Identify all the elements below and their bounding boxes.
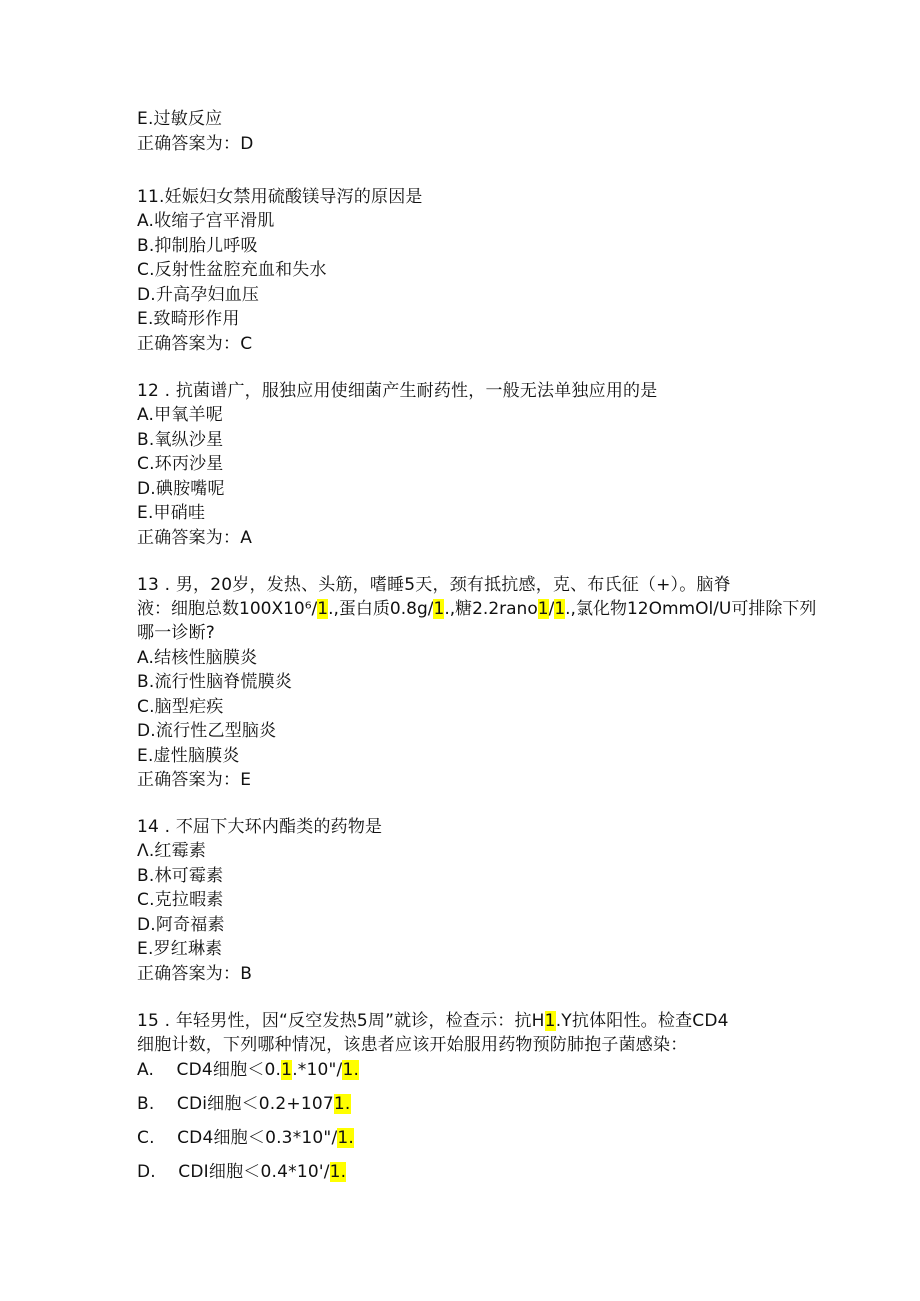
q15-option-d [137,1160,346,1184]
q12-option-b: B.氧纵沙星 [137,430,224,450]
q15-option-b [137,1092,351,1116]
q13-option-d: D.流行性乙型脑炎 [137,721,277,741]
highlight-mark: 1 [544,1011,556,1031]
highlight-mark: 1 [537,599,549,619]
prev-answer: 正确答案为：D [137,134,254,154]
q13-option-b: B.流行性脑脊慌膜炎 [137,672,293,692]
q15-option-a [137,1058,359,1082]
q13-stem-line2 [137,597,816,621]
q13-option-c: C.脑型疟疾 [137,697,224,717]
text-run: .*10"/ [292,1060,343,1080]
q13-answer: 正确答案为：E [137,770,252,790]
text-run: / [548,599,555,619]
text-run: B. CDi细胞＜0.2+107 [137,1094,334,1114]
q11-option-c: C.反射性盆腔充血和失水 [137,260,327,280]
q11-option-e: E.致畸形作用 [137,309,240,329]
q11-option-a: A.收缩子宫平滑肌 [137,211,275,231]
text-run: .,氯化物12OmmOl/U可排除下列 [565,599,817,619]
highlight-mark: 1. [342,1060,360,1080]
q13-stem-line1: 13 . 男，20岁，发热、头筋，嗜睡5天，颈有抵抗感，克、布氏征（+）。脑脊 [137,575,731,595]
q14-option-b: B.林可霉素 [137,866,224,886]
q14-option-d: D.阿奇福素 [137,915,225,935]
q11-option-d: D.升高孕妇血压 [137,285,260,305]
q14-stem: 14 . 不屈下大环内酯类的药物是 [137,817,383,837]
prev-option-e: E.过敏反应 [137,109,223,129]
q12-stem: 12 . 抗菌谱广，服独应用使细菌产生耐药性，一般无法单独应用的是 [137,381,658,401]
q13-option-e: E.虚性脑膜炎 [137,746,240,766]
highlight-mark: 1 [433,599,445,619]
q11-stem: 11.妊娠妇女禁用硫酸镁导泻的原因是 [137,187,423,207]
q12-option-e: E.甲硝哇 [137,503,206,523]
q12-option-a: A.甲氧羊呢 [137,405,223,425]
highlight-mark: 1. [337,1128,355,1148]
text-run: 液：细胞总数100X10⁶/ [137,599,318,619]
text-run: .,糖2.2rano [444,599,538,619]
q11-answer: 正确答案为：C [137,334,253,354]
q15-stem-line2: 细胞计数，下列哪种情况，该患者应该开始服用药物预防肺抱子菌感染： [137,1035,688,1055]
text-run: D. CDI细胞＜0.4*10'/ [137,1162,330,1182]
q12-option-d: D.碘胺嘴呢 [137,479,225,499]
q14-option-c: C.克拉暇素 [137,890,224,910]
q11-option-b: B.抑制胎儿呼吸 [137,236,258,256]
q15-option-c [137,1126,354,1150]
text-run: A. CD4细胞＜0. [137,1060,282,1080]
q13-stem-line3: 哪一诊断? [137,623,216,643]
q12-option-c: C.环丙沙星 [137,454,224,474]
highlight-mark: 1. [329,1162,347,1182]
q13-option-a: A.结核性脑膜炎 [137,648,258,668]
text-run: 15 . 年轻男性，因“反空发热5周”就诊，检查示：抗H [137,1011,545,1031]
text-run: .Y抗体阳性。检查CD4 [555,1011,729,1031]
q15-stem-line1 [137,1009,729,1033]
highlight-mark: 1 [281,1060,293,1080]
q14-option-a: Λ.红霉素 [137,841,207,861]
q12-answer: 正确答案为：A [137,528,253,548]
q14-option-e: E.罗红琳素 [137,939,223,959]
text-run: .,蛋白质0.8g/ [328,599,434,619]
q14-answer: 正确答案为：B [137,964,253,984]
highlight-mark: 1. [333,1094,351,1114]
text-run: C. CD4细胞＜0.3*10"/ [137,1128,338,1148]
highlight-mark: 1 [317,599,329,619]
highlight-mark: 1 [554,599,566,619]
